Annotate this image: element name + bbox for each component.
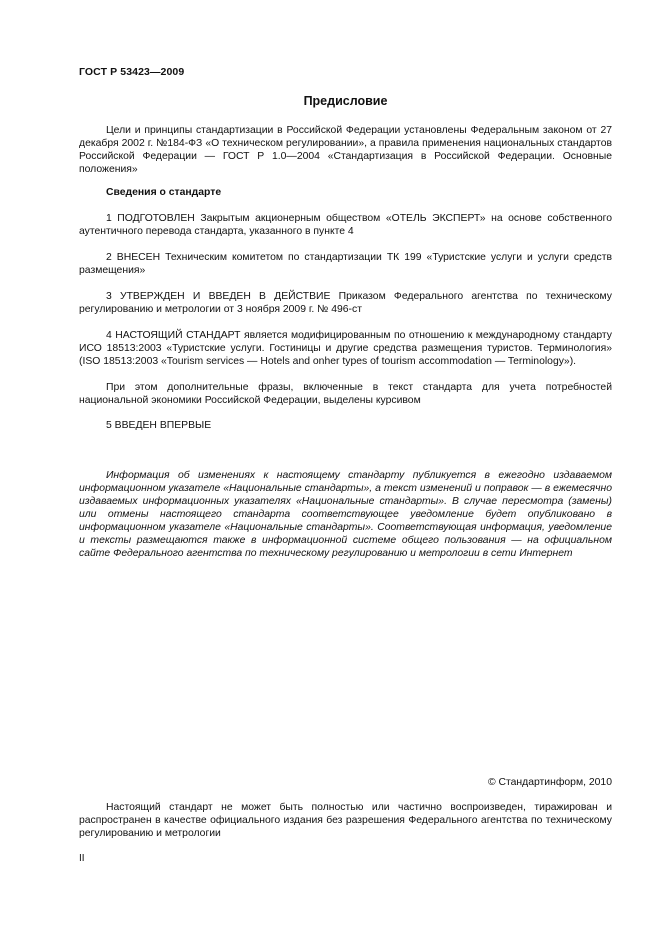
item-4: 4 НАСТОЯЩИЙ СТАНДАРТ является модифицированным по отношению к международному стандарту ИСО 18513:2003 «Туристские услуги. Гостиницы и другие средства размещения туристов. Терминология» (ISO 18513:2003 «Tourism services — Hotels and onher types of tourism accommodation — Terminology»). — [79, 330, 612, 367]
item-1: 1 ПОДГОТОВЛЕН Закрытым акционерным обществом «ОТЕЛЬ ЭКСПЕРТ» на основе собственного аутентичного перевода стандарта, указанного в пункте 4 — [79, 213, 612, 237]
item-2: 2 ВНЕСЕН Техническим комитетом по стандартизации ТК 199 «Туристские услуги и услуги средств размещения» — [79, 252, 612, 276]
legal-paragraph: Настоящий стандарт не может быть полностью или частично воспроизведен, тиражирован и распространен в качестве официального издания без разрешения Федерального агентства по техническому регулированию и метрологии — [79, 802, 612, 839]
page-number: II — [79, 853, 85, 864]
item-5: 5 ВВЕДЕН ВПЕРВЫЕ — [106, 420, 212, 431]
info-heading: Сведения о стандарте — [106, 187, 222, 198]
page-title: Предисловие — [303, 94, 388, 108]
copyright-line: © Стандартинформ, 2010 — [487, 777, 612, 788]
item-4-note: При этом дополнительные фразы, включенные в текст стандарта для учета потребностей национальной экономики Российской Федерации, выделены курсивом — [79, 382, 612, 406]
item-3: 3 УТВЕРЖДЕН И ВВЕДЕН В ДЕЙСТВИЕ Приказом Федерального агентства по техническому регулированию и метрологии от 3 ноября 2009 г. № 496-ст — [79, 291, 612, 315]
document-code: ГОСТ Р 53423—2009 — [79, 66, 185, 78]
intro-paragraph: Цели и принципы стандартизации в Российской Федерации установлены Федеральным законом от 27 декабря 2002 г. №184-ФЗ «О техническом регулировании», а правила применения национальных стандартов Российской Федерации — ГОСТ Р 1.0—2004 «Стандартизация в Российской Федерации. Основные положения» — [79, 125, 612, 175]
notice-paragraph: Информация об изменениях к настоящему стандарту публикуется в ежегодно издаваемом информационном указателе «Национальные стандарты», а текст изменений и поправок — в ежемесячно издаваемых информационных указателях «Национальные стандарты». В случае пересмотра (замены) или отмены настоящего стандарта соответствующее уведомление будет опубликовано в информационном указателе «Национальные стандарты». Соответствующая информация, уведомление и тексты размещаются также в информационной системе общего пользования — на официальном сайте Федерального агентства по техническому регулированию и метрологии в сети Интернет — [79, 470, 612, 559]
